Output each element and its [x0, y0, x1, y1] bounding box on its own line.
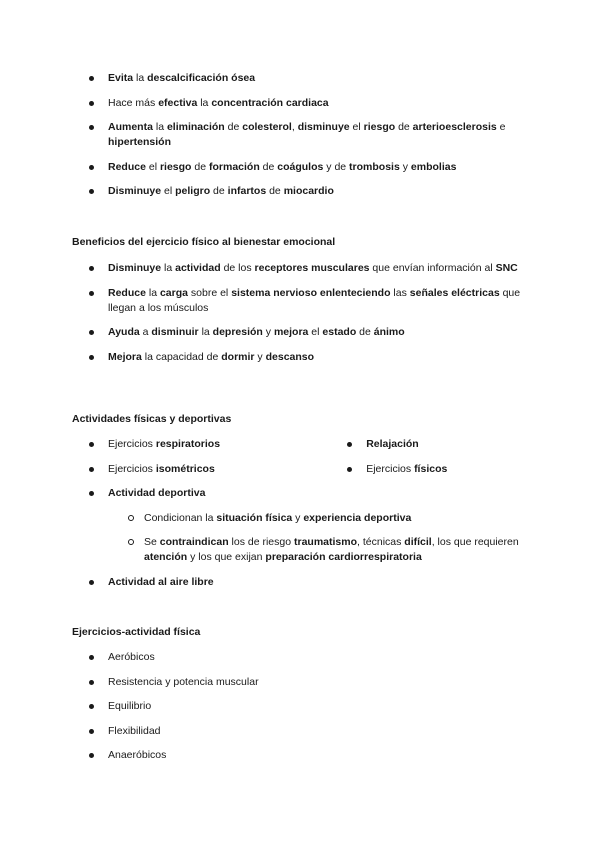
text: el — [308, 326, 323, 339]
list-item — [87, 462, 345, 477]
circle-bullet-icon — [128, 539, 134, 545]
bullet-icon — [89, 291, 94, 296]
text: el — [145, 160, 160, 173]
text: las — [390, 286, 410, 299]
exercise-types-list — [87, 650, 537, 773]
text: Ejercicios — [108, 462, 156, 475]
text: y — [399, 160, 411, 173]
bold-text: miocardio — [283, 185, 334, 198]
bold-text: concentración cardiaca — [211, 96, 329, 109]
text: la — [197, 96, 212, 109]
bold-text: trombosis — [349, 160, 400, 173]
bullet-icon — [89, 76, 94, 81]
text: de — [266, 185, 284, 198]
bold-text: formación — [208, 160, 260, 173]
list-item — [87, 699, 537, 714]
list-item — [87, 724, 537, 739]
text: Anaeróbicos — [108, 749, 167, 762]
bullet-icon — [89, 753, 94, 758]
text: y — [262, 326, 274, 339]
bold-text: Mejora — [108, 350, 142, 363]
text: sobre el — [187, 286, 232, 299]
bold-text: Ayuda — [108, 326, 140, 339]
bold-text: físicos — [414, 462, 448, 475]
list-item — [87, 325, 537, 340]
bold-text: dormir — [221, 350, 255, 363]
list-item — [87, 71, 537, 86]
bold-text: respiratorios — [155, 438, 221, 450]
bullet-icon — [89, 491, 94, 496]
activities-two-column-list — [87, 437, 537, 486]
bullet-icon — [89, 101, 94, 106]
bold-text: coágulos — [277, 160, 324, 173]
bold-text: riesgo — [363, 121, 396, 134]
bold-text: preparación cardiorrespiratoria — [265, 551, 422, 563]
bullet-icon — [89, 125, 94, 130]
bullet-icon — [89, 165, 94, 170]
bold-text: disminuir — [151, 326, 199, 339]
text: la — [133, 72, 148, 84]
bold-text: peligro — [175, 185, 211, 198]
bullet-icon — [89, 189, 94, 194]
text: , los que requieren — [431, 536, 519, 548]
text: de — [210, 185, 228, 198]
list-item — [128, 535, 537, 565]
list-item — [87, 650, 537, 665]
bold-text: experiencia deportiva — [303, 512, 412, 524]
physical-benefits-list — [87, 71, 537, 209]
list-item — [87, 748, 537, 763]
text: , técnicas — [357, 536, 405, 548]
two-column-row — [87, 462, 537, 477]
bullet-icon — [347, 467, 352, 472]
text: de — [191, 160, 209, 173]
circle-bullet-icon — [128, 515, 134, 521]
bold-text: difícil — [404, 536, 432, 548]
text: el — [161, 185, 176, 198]
text: y — [254, 350, 266, 363]
bullet-icon — [89, 655, 94, 660]
bold-text: Reduce — [108, 286, 146, 299]
text: la capacidad de — [141, 350, 222, 363]
two-column-row — [87, 437, 537, 452]
bold-text: disminuye — [297, 121, 350, 134]
list-item — [87, 160, 537, 175]
bold-text: Disminuye — [108, 185, 162, 198]
bold-text: hipertensión — [108, 136, 172, 149]
bullet-icon — [89, 729, 94, 734]
text: Se — [144, 536, 160, 548]
text: de los — [220, 262, 255, 274]
bold-text: riesgo — [159, 160, 192, 173]
text: Resistencia y potencia muscular — [108, 675, 259, 688]
bold-text: estado — [322, 326, 357, 339]
bold-text: Disminuye — [108, 262, 162, 274]
heading-exercises: Ejercicios-actividad física — [72, 626, 201, 638]
heading-emotional-benefits: Beneficios del ejercicio físico al bienestar emocional — [72, 236, 336, 248]
text: Flexibilidad — [108, 724, 161, 737]
text: que llegan a los músculos — [108, 286, 521, 314]
list-item — [87, 96, 537, 111]
bold-text: Reduce — [108, 160, 146, 173]
text: que envían información al — [369, 262, 496, 274]
bold-text: traumatismo — [294, 536, 358, 548]
bold-text: mejora — [273, 326, 309, 339]
list-item — [345, 462, 537, 477]
list-item — [87, 286, 537, 316]
text: la — [198, 326, 213, 339]
bold-text: descalcificación ósea — [147, 72, 256, 84]
sport-activity-list — [87, 486, 537, 575]
list-item — [345, 437, 537, 452]
bold-text: SNC — [495, 262, 518, 274]
bold-text: depresión — [212, 326, 263, 339]
bold-text: sistema nervioso enlenteciendo — [231, 286, 391, 299]
bold-text: situación física — [216, 512, 293, 524]
bullet-icon — [89, 704, 94, 709]
outdoor-activity-list — [87, 575, 537, 600]
emotional-benefits-list — [87, 261, 537, 374]
bold-text: actividad — [175, 262, 221, 274]
bold-text: eliminación — [166, 121, 225, 134]
text: la — [161, 262, 176, 274]
text: de — [356, 326, 374, 339]
bold-text: Actividad deportiva — [108, 487, 206, 499]
bold-text: descanso — [265, 350, 315, 363]
bold-text: atención — [144, 551, 188, 563]
text: Aeróbicos — [108, 651, 155, 663]
bold-text: carga — [159, 286, 188, 299]
bold-text: ánimo — [373, 326, 405, 339]
text: Equilibrio — [108, 700, 152, 713]
bold-text: señales eléctricas — [409, 286, 500, 299]
bold-text: embolias — [410, 160, 457, 173]
list-item — [87, 350, 537, 365]
bold-text: infartos — [227, 185, 267, 198]
text: a — [139, 326, 152, 339]
text: e — [496, 121, 506, 134]
heading-activities: Actividades físicas y deportivas — [72, 413, 232, 425]
list-item — [87, 120, 537, 150]
text: de — [259, 160, 278, 173]
bullet-icon — [89, 355, 94, 360]
list-item — [87, 486, 537, 565]
text: la — [152, 121, 167, 134]
text: la — [145, 286, 160, 299]
bold-text: contraindican — [159, 536, 229, 548]
text: Ejercicios — [366, 462, 415, 475]
text: de — [395, 121, 413, 134]
text: los de riesgo — [228, 536, 294, 548]
bold-text: Aumenta — [108, 121, 153, 134]
bold-text: isométricos — [155, 462, 215, 475]
bold-text: arterioesclerosis — [412, 121, 497, 134]
text: Hace más — [108, 96, 159, 109]
text: , — [291, 121, 298, 134]
text: y de — [323, 160, 350, 173]
bullet-icon — [89, 680, 94, 685]
bold-text: efectiva — [158, 96, 198, 109]
bullet-icon — [89, 442, 94, 447]
text: y los que exijan — [187, 551, 266, 563]
bold-text: Evita — [108, 72, 134, 84]
text: el — [349, 121, 364, 134]
bullet-icon — [347, 442, 352, 447]
bullet-icon — [89, 580, 94, 585]
list-item — [87, 184, 537, 199]
text: Condicionan la — [144, 512, 217, 524]
bullet-icon — [89, 330, 94, 335]
bold-text: colesterol — [242, 121, 292, 134]
list-item — [87, 575, 537, 590]
sport-activity-sublist — [128, 511, 537, 565]
list-item — [87, 675, 537, 690]
list-item — [128, 511, 537, 526]
bullet-icon — [89, 467, 94, 472]
bold-text: receptores musculares — [254, 262, 370, 274]
text: de — [224, 121, 243, 134]
bold-text: Relajación — [366, 438, 419, 450]
text: y — [292, 512, 304, 524]
bullet-icon — [89, 266, 94, 271]
list-item — [87, 261, 537, 276]
bold-text: Actividad al aire libre — [108, 576, 214, 588]
list-item — [87, 437, 345, 452]
text: Ejercicios — [108, 438, 156, 450]
